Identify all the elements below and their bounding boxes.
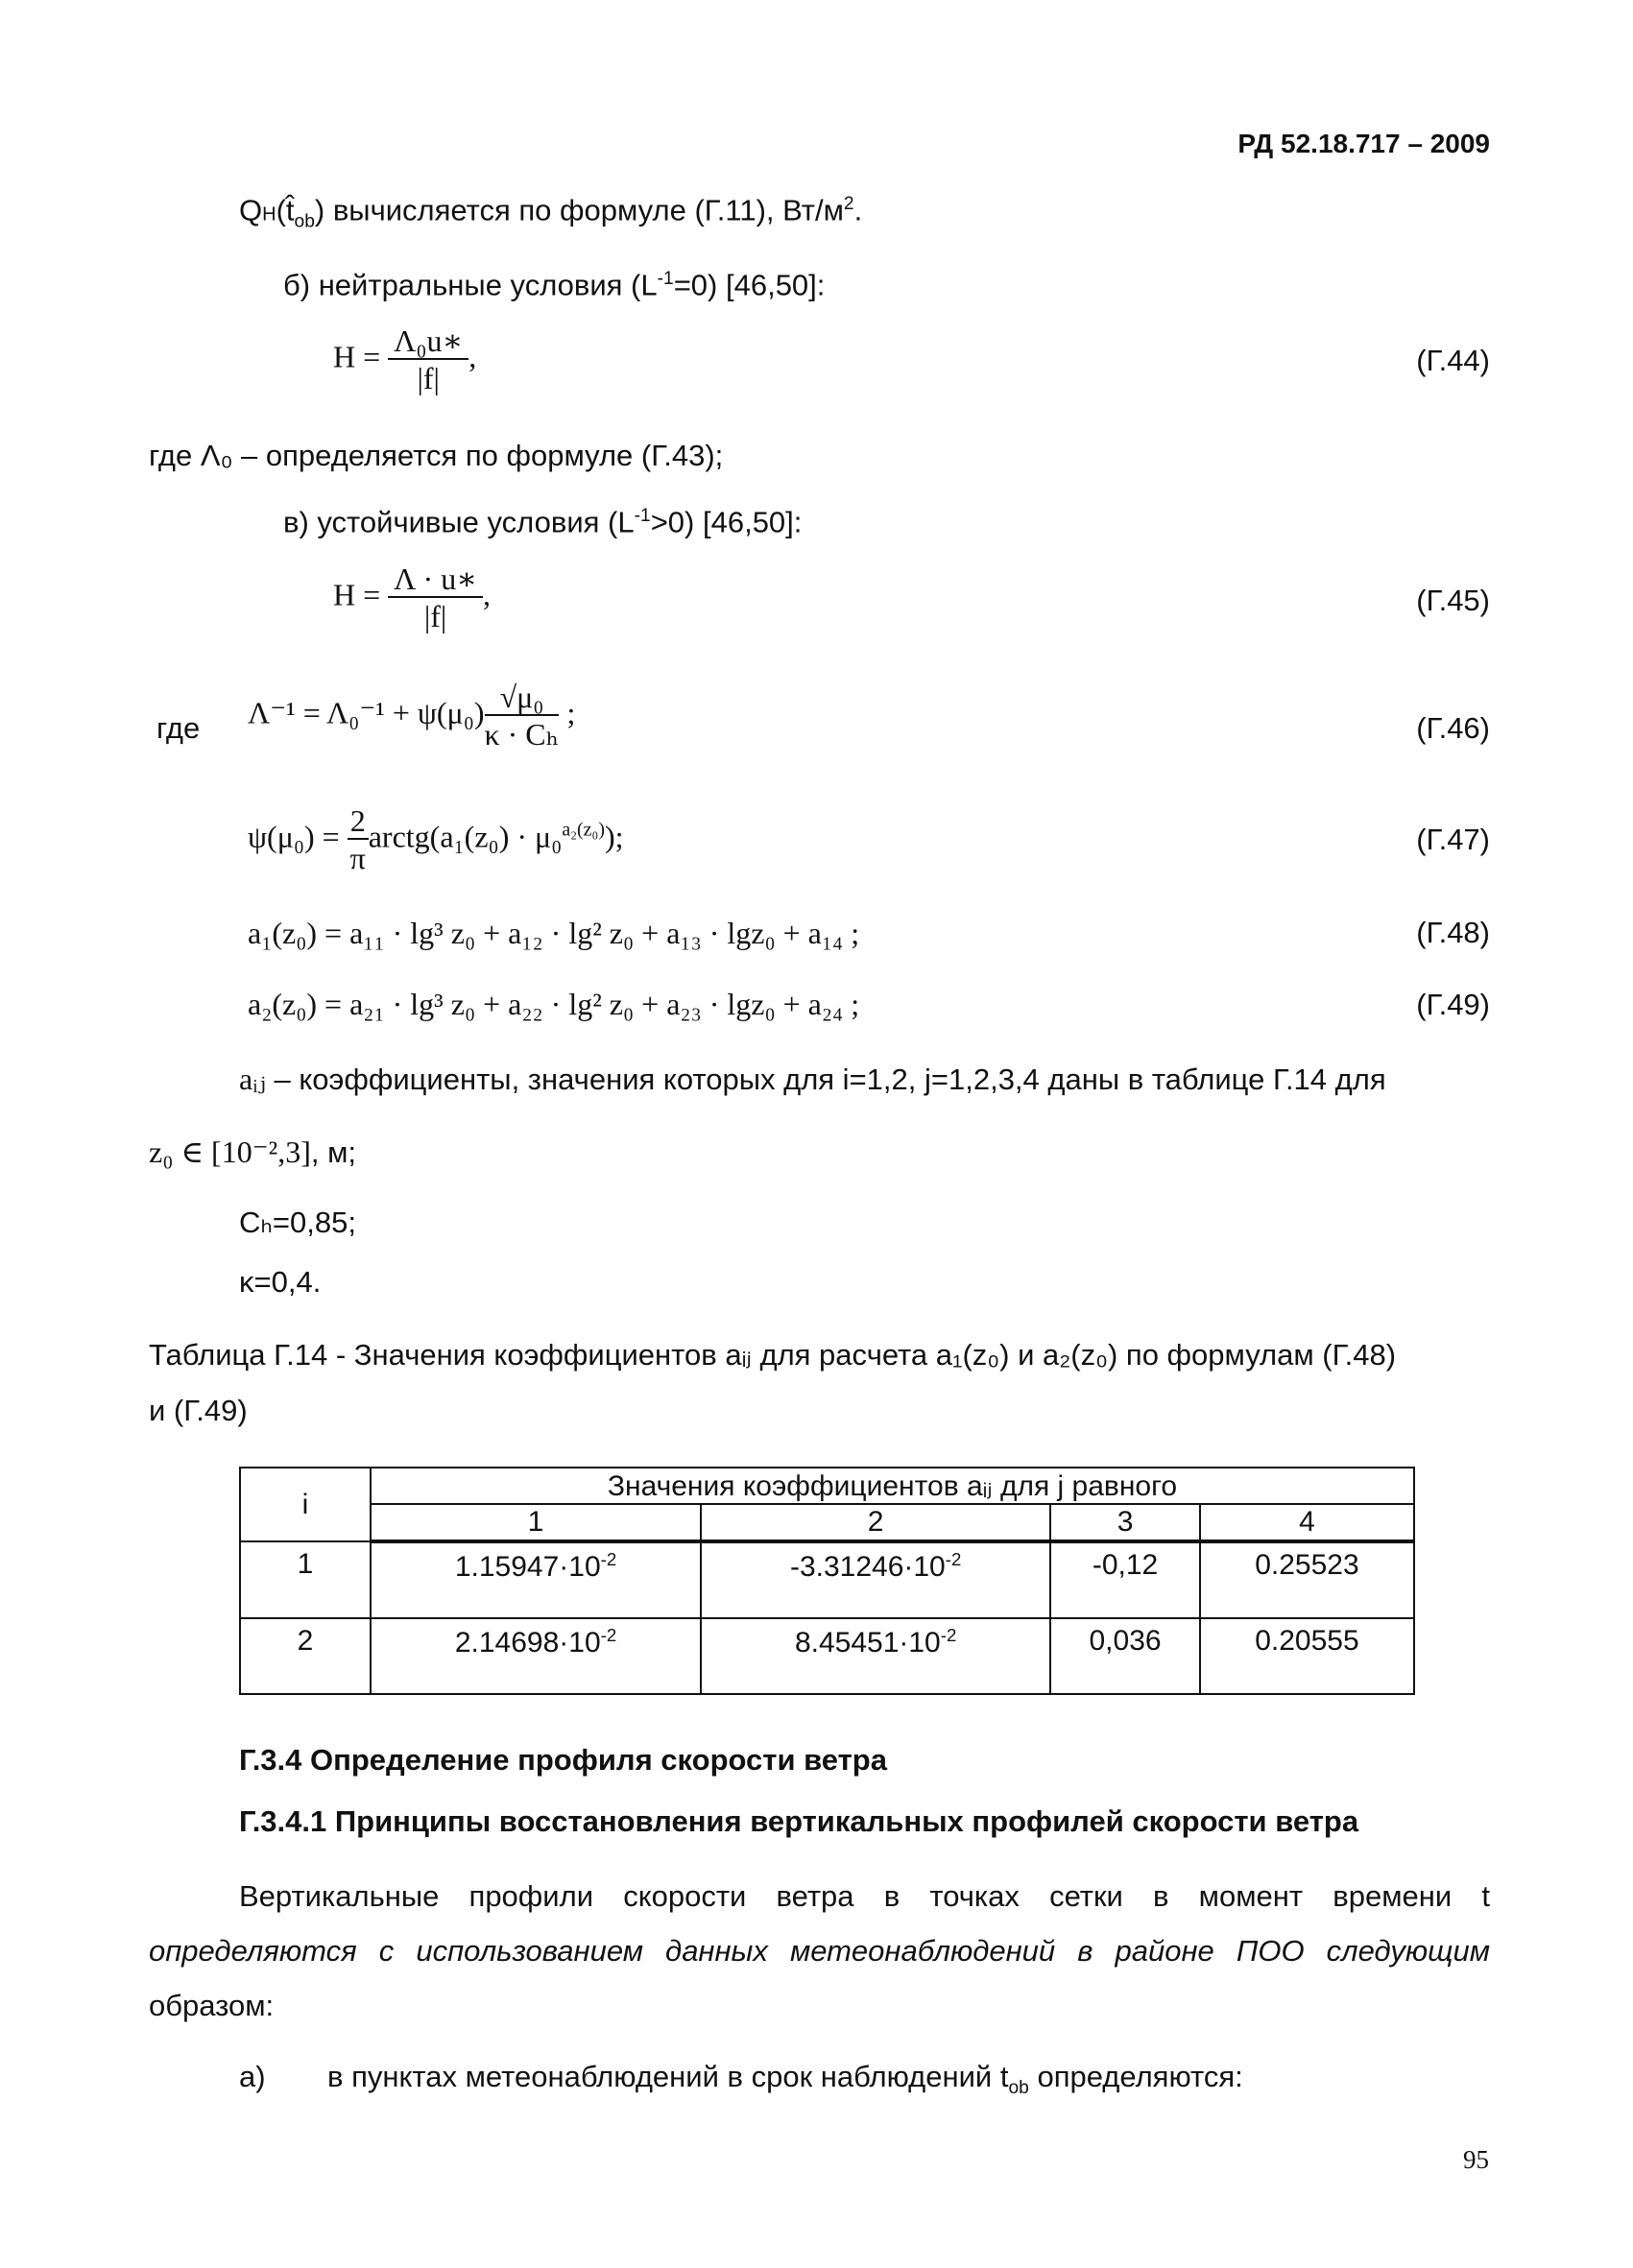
eq44-numerator: Λ₀u∗	[388, 323, 468, 360]
eq49-number: (Г.49)	[1416, 988, 1490, 1021]
col-header-2: 2	[701, 1504, 1050, 1541]
qh-subscript: H	[262, 203, 276, 226]
row-index: 1	[240, 1541, 371, 1618]
z0-range-line	[149, 1133, 356, 1171]
qh-end: .	[853, 193, 863, 227]
eq45-lhs: H =	[333, 577, 381, 612]
cell-mantissa: 1.15947·10	[454, 1551, 601, 1583]
qh-arg-sub: ob	[294, 211, 315, 232]
eq47-exponent: a₂(z₀)	[562, 819, 605, 841]
qh-symbol: Q	[239, 193, 263, 227]
coefficients-table	[239, 1467, 1415, 1695]
equation-44	[333, 323, 476, 396]
table-row	[240, 1618, 1414, 1694]
qh-line: $QH(t̂_{ob})$ вычисляется по формуле (Г.11), $Вт/м^2$.	[239, 193, 863, 232]
row-index: 2	[240, 1618, 371, 1694]
cell-value: -0,12	[1092, 1549, 1159, 1581]
table-cell	[1200, 1541, 1414, 1618]
qh-arg: t̂	[285, 193, 295, 227]
equation-46	[248, 680, 575, 752]
item-v-text-after: >0) [46,50]:	[650, 505, 803, 539]
eq46-fraction	[485, 680, 560, 752]
table-caption: Таблица Г.14 - Значения коэффициентов aᵢⱼ для расчета a₁(z₀) и a₂(z₀) по формулам (Г.48)	[149, 1338, 1397, 1372]
eq44-denominator: |f|	[417, 361, 440, 395]
eq45-number: (Г.45)	[1416, 584, 1490, 617]
page-number: 95	[1463, 2145, 1489, 2174]
eq45-fraction	[388, 561, 483, 634]
eq46-where: где	[156, 711, 201, 745]
item-a-text-after: определяются:	[1028, 2060, 1243, 2093]
eq46-lhs: Λ⁻¹ = Λ₀⁻¹ + ψ(μ₀)	[248, 695, 485, 730]
qh-text: ) вычисляется по формуле (Г.11), Вт/м	[314, 193, 844, 227]
table-group-header: Значения коэффициентов aᵢⱼ для j равного	[371, 1468, 1414, 1504]
section-heading-g34: Г.3.4 Определение профиля скорости ветра	[239, 1743, 887, 1777]
cell-mantissa: 8.45451·10	[794, 1627, 941, 1659]
item-a-text	[327, 2059, 1243, 2107]
table-cell	[371, 1541, 701, 1618]
ch-value: Cₕ=0,85;	[239, 1206, 356, 1239]
table-cell	[701, 1541, 1050, 1618]
eq44-lhs: H =	[333, 339, 381, 374]
eq47-fraction	[348, 803, 369, 876]
item-b-text: б) нейтральные условия (L	[283, 268, 658, 302]
cell-value: 0.25523	[1255, 1549, 1359, 1581]
equation-47	[248, 803, 624, 876]
document-code: РД 52.18.717 – 2009	[1237, 129, 1490, 158]
eq47-lhs: ψ(μ₀) =	[248, 819, 340, 854]
table-row	[240, 1541, 1414, 1618]
paragraph-line-2: определяются с использованием данных метеонаблюдений в районе ПОО следующим	[149, 1934, 1490, 1968]
eq45-tail: ,	[482, 577, 491, 612]
cell-exponent: -2	[945, 1549, 962, 1569]
cell-value: 0,036	[1089, 1625, 1162, 1657]
qh-sup: 2	[843, 194, 854, 214]
eq44-number: (Г.44)	[1416, 344, 1490, 377]
eq46-tail: ;	[566, 695, 576, 730]
paragraph-line-3: образом:	[149, 1989, 275, 2022]
item-b-sup: -1	[657, 269, 674, 289]
item-a-text-before: в пунктах метеонаблюдений в срок наблюдений t	[327, 2060, 1009, 2093]
eq48-number: (Г.48)	[1416, 916, 1490, 949]
table-cell	[371, 1618, 701, 1694]
cell-exponent: -2	[940, 1625, 957, 1645]
item-v-sup: -1	[634, 506, 651, 526]
eq47-rhs: arctg(a₁(z₀) · μ₀	[368, 819, 563, 854]
cell-exponent: -2	[600, 1549, 617, 1569]
eq46-denominator: κ · Cₕ	[484, 717, 560, 752]
equation-45	[333, 561, 491, 634]
eq44-fraction	[388, 323, 468, 396]
cell-mantissa: -3.31246·10	[789, 1551, 946, 1583]
kappa-value: κ=0,4.	[239, 1265, 322, 1299]
coefficients-paragraph	[239, 1060, 1386, 1098]
item-a-sub: ob	[1008, 2078, 1029, 2099]
eq47-tail: );	[604, 819, 624, 854]
item-stable-conditions	[283, 498, 802, 540]
item-b-text-after: =0) [46,50]:	[673, 268, 826, 302]
cell-value: 0.20555	[1255, 1625, 1359, 1657]
section-heading-g341: Г.3.4.1 Принципы восстановления вертикальных профилей скорости ветра	[239, 1804, 1359, 1838]
eq46-number: (Г.46)	[1416, 711, 1490, 745]
eq44-tail: ,	[468, 339, 477, 374]
item-neutral-conditions	[283, 261, 825, 303]
cell-exponent: -2	[600, 1625, 617, 1645]
table-cell	[1200, 1618, 1414, 1694]
coef-text: – коэффициенты, значения которых для i=1,2, j=1,2,3,4 даны в таблице Г.14 для	[265, 1062, 1386, 1096]
col-header-4: 4	[1200, 1504, 1414, 1541]
eq47-denominator: π	[349, 841, 366, 875]
equation-48: a₁(z₀) = a₁₁ · lg³ z₀ + a₁₂ · lg² z₀ + a₁₃ · lgz₀ + a₁₄ ;	[248, 916, 860, 950]
eq47-numerator: 2	[348, 803, 369, 840]
eq46-numerator: √μ₀	[485, 680, 560, 716]
table-cell	[1050, 1541, 1200, 1618]
z0-range: z₀ ∈ [10⁻²,3]	[149, 1134, 311, 1169]
table-cell	[701, 1618, 1050, 1694]
table-cell	[1050, 1618, 1200, 1694]
eq47-number: (Г.47)	[1416, 823, 1490, 856]
equation-49: a₂(z₀) = a₂₁ · lg³ z₀ + a₂₂ · lg² z₀ + a₂₃ · lgz₀ + a₂₄ ;	[248, 987, 860, 1021]
item-a-label: а)	[239, 2060, 266, 2093]
paragraph-line-1: Вертикальные профили скорости ветра в точках сетки в момент времени t	[239, 1879, 1490, 1913]
item-v-text: в) устойчивые условия (L	[283, 505, 635, 539]
cell-mantissa: 2.14698·10	[454, 1627, 601, 1659]
where-lambda0: где Λ₀ – определяется по формуле (Г.43);	[149, 439, 724, 472]
table-corner: i	[240, 1468, 371, 1541]
coef-symbol: aᵢⱼ	[239, 1062, 266, 1096]
col-header-3: 3	[1050, 1504, 1200, 1541]
col-header-1: 1	[371, 1504, 701, 1541]
table-caption-cont: и (Г.49)	[149, 1394, 248, 1427]
eq45-denominator: |f|	[423, 599, 447, 633]
eq45-numerator: Λ · u∗	[388, 561, 483, 598]
z0-range-unit: , м;	[310, 1135, 356, 1169]
